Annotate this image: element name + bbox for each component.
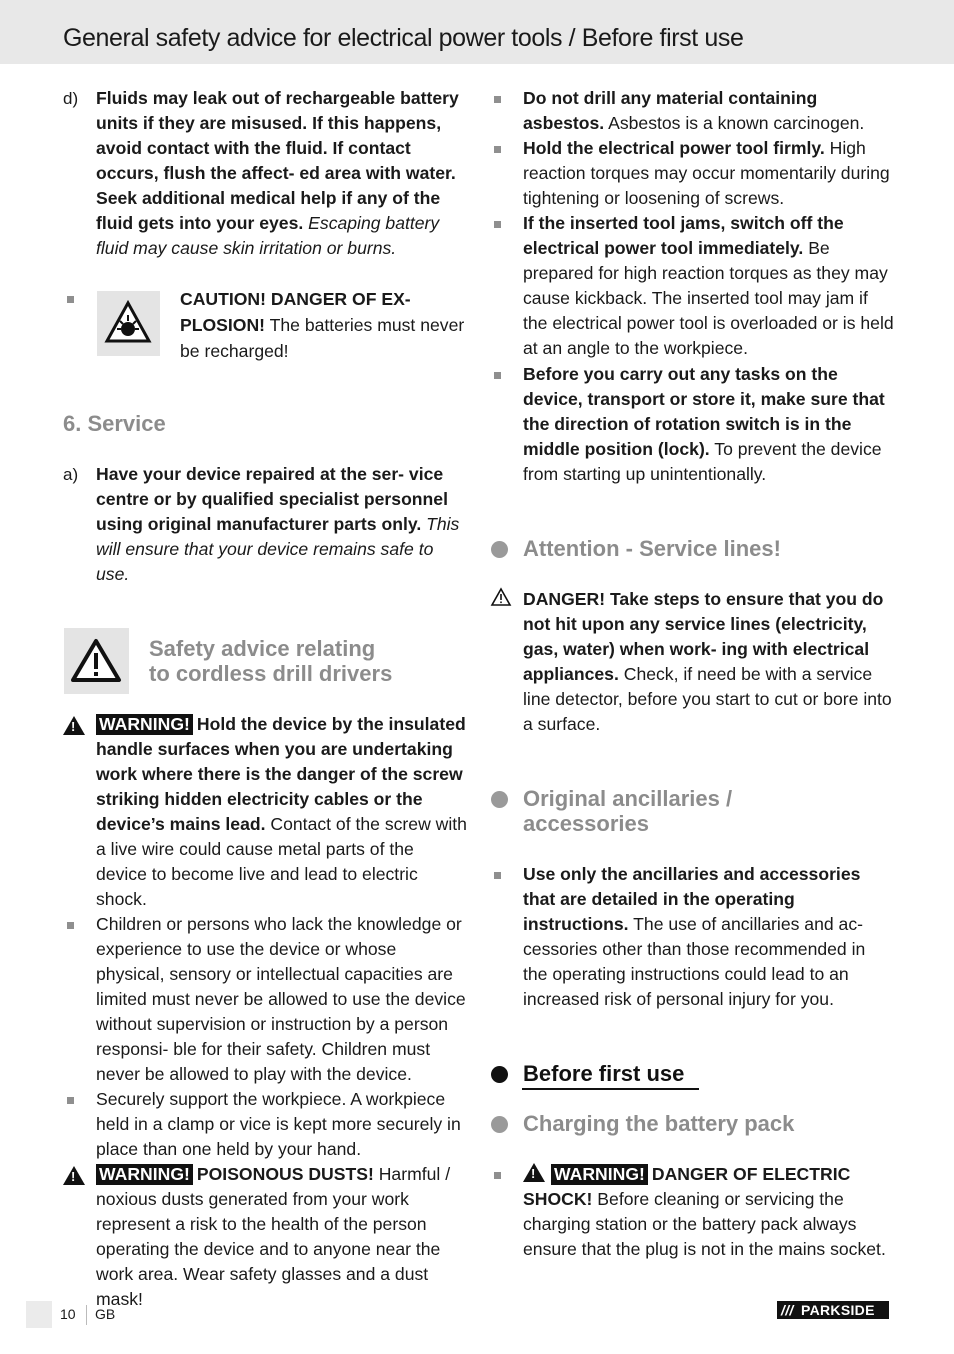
bullet	[494, 372, 501, 379]
warning-badge: WARNING!	[551, 1164, 648, 1185]
bullet	[494, 96, 501, 103]
list-item-children: Children or persons who lack the knowledge or experience to use the device or whose physical, sensory or intellectual capacities are limited must never be allowed to use the device without supervision or instruction by a person responsi- ble for their safety. Children must never be allowed to play with the device.	[63, 912, 468, 1087]
warning-icon	[63, 716, 85, 735]
bullet	[494, 1172, 501, 1179]
list-item-tool-jams: If the inserted tool jams, switch off the electrical power tool immediately. Be prepared for high reaction torques as they may cause kickback. The inserted tool may jam if the electrical power tool is overloaded or is held at an angle to the workpiece.	[490, 211, 894, 361]
heading-bullet-icon	[491, 1116, 508, 1133]
warning-icon	[63, 1166, 85, 1185]
explosion-warning-icon	[97, 291, 160, 356]
warning-badge: WARNING!	[96, 1164, 193, 1185]
bullet	[67, 1097, 74, 1104]
warning-electric-shock: !WARNING! DANGER OF ELECTRIC SHOCK! Before cleaning or servicing the charging station or the battery pack always ensure that the plug is not in the mains socket.	[490, 1162, 894, 1262]
warning-badge: WARNING!	[96, 714, 193, 735]
warning-outline-icon	[490, 587, 512, 607]
parkside-logo: /// PARKSIDE	[777, 1301, 889, 1319]
explosion-warning: CAUTION! DANGER OF EX- PLOSION! The batteries must never be recharged!	[63, 286, 468, 364]
cordless-heading: Safety advice relating to cordless drill drivers	[149, 636, 393, 686]
heading-bullet-icon	[491, 1066, 508, 1083]
list-item-workpiece: Securely support the workpiece. A workpiece held in a clamp or vice is kept more securely in place than one held by your hand.	[63, 1087, 468, 1162]
bullet	[67, 922, 74, 929]
list-item-a: a) Have your device repaired at the ser- vice centre or by qualified specialist personnel using original manufacturer parts only. This will ensure that your device remains safe to use.	[63, 464, 460, 584]
bullet	[494, 221, 501, 228]
heading-bullet-icon	[491, 541, 508, 558]
list-item-rotation-switch: Before you carry out any tasks on the device, transport or store it, make sure that the direction of rotation switch is in the middle position (lock). To prevent the device from starting up unintentionally.	[490, 362, 894, 487]
bullet	[494, 872, 501, 879]
footer-divider	[86, 1305, 87, 1325]
list-item-asbestos: Do not drill any material containing asbestos. Asbestos is a known carcinogen.	[490, 86, 894, 136]
list-marker: d)	[63, 89, 79, 108]
list-item-hold-firmly: Hold the electrical power tool firmly. High reaction torques may occur momentarily during tightening or loosening of screws.	[490, 136, 894, 211]
page-header	[0, 0, 954, 64]
bullet	[67, 296, 74, 303]
heading-underline	[522, 1088, 699, 1090]
language-code: GB	[95, 1306, 116, 1322]
page-title: General safety advice for electrical power tools / Before first use	[63, 24, 744, 52]
footer-marker	[26, 1301, 52, 1328]
list-marker: a)	[63, 465, 79, 484]
heading-bullet-icon	[491, 791, 508, 808]
list-item-ancillaries: Use only the ancillaries and accessories that are detailed in the operating instructions. The use of ancillaries and ac- cessories other than those recommended in the operating instructions could lead to an increased risk of personal injury for you.	[490, 862, 894, 1012]
list-item-d: d) Fluids may leak out of rechargeable battery units if they are misused. If this happens, avoid contact with the fluid. If contact occurs, flush the affect- ed area with water. Seek additional medical help if any of the fluid gets into your eyes. Escaping battery fluid may cause skin irritation or burns.	[63, 88, 459, 258]
danger-service-lines: DANGER! Take steps to ensure that you do not hit upon any service lines (electricity, gas, water) when work- ing with electrical appliances. Check, if need be with a service line detector, before you start to cut or bore into a surface.	[490, 587, 894, 737]
charging-heading: Charging the battery pack	[523, 1111, 795, 1136]
service-lines-heading: Attention - Service lines!	[523, 536, 781, 561]
page-number: 10	[60, 1306, 76, 1322]
before-first-use-heading: Before first use	[523, 1061, 685, 1086]
ancillaries-heading: Original ancillaries / accessories	[523, 786, 733, 836]
bullet	[494, 146, 501, 153]
warning-insulated-handle: ! WARNING! Hold the device by the insulated handle surfaces when you are undertaking work where there is the danger of the screw striking hidden electricity cables or the device’s mains lead. Contact of the screw with a live wire could cause metal parts of the device to become live and lead to electric shock.	[63, 712, 468, 912]
warning-triangle-icon	[64, 628, 129, 694]
service-heading: 6. Service	[63, 411, 166, 436]
warning-icon	[523, 1163, 545, 1182]
warning-poisonous-dusts: ! WARNING! POISONOUS DUSTS! Harmful / noxious dusts generated from your work represent a risk to the health of the person operating the device and to anyone near the work area. Wear safety glasses and a dust mask!	[63, 1162, 468, 1312]
